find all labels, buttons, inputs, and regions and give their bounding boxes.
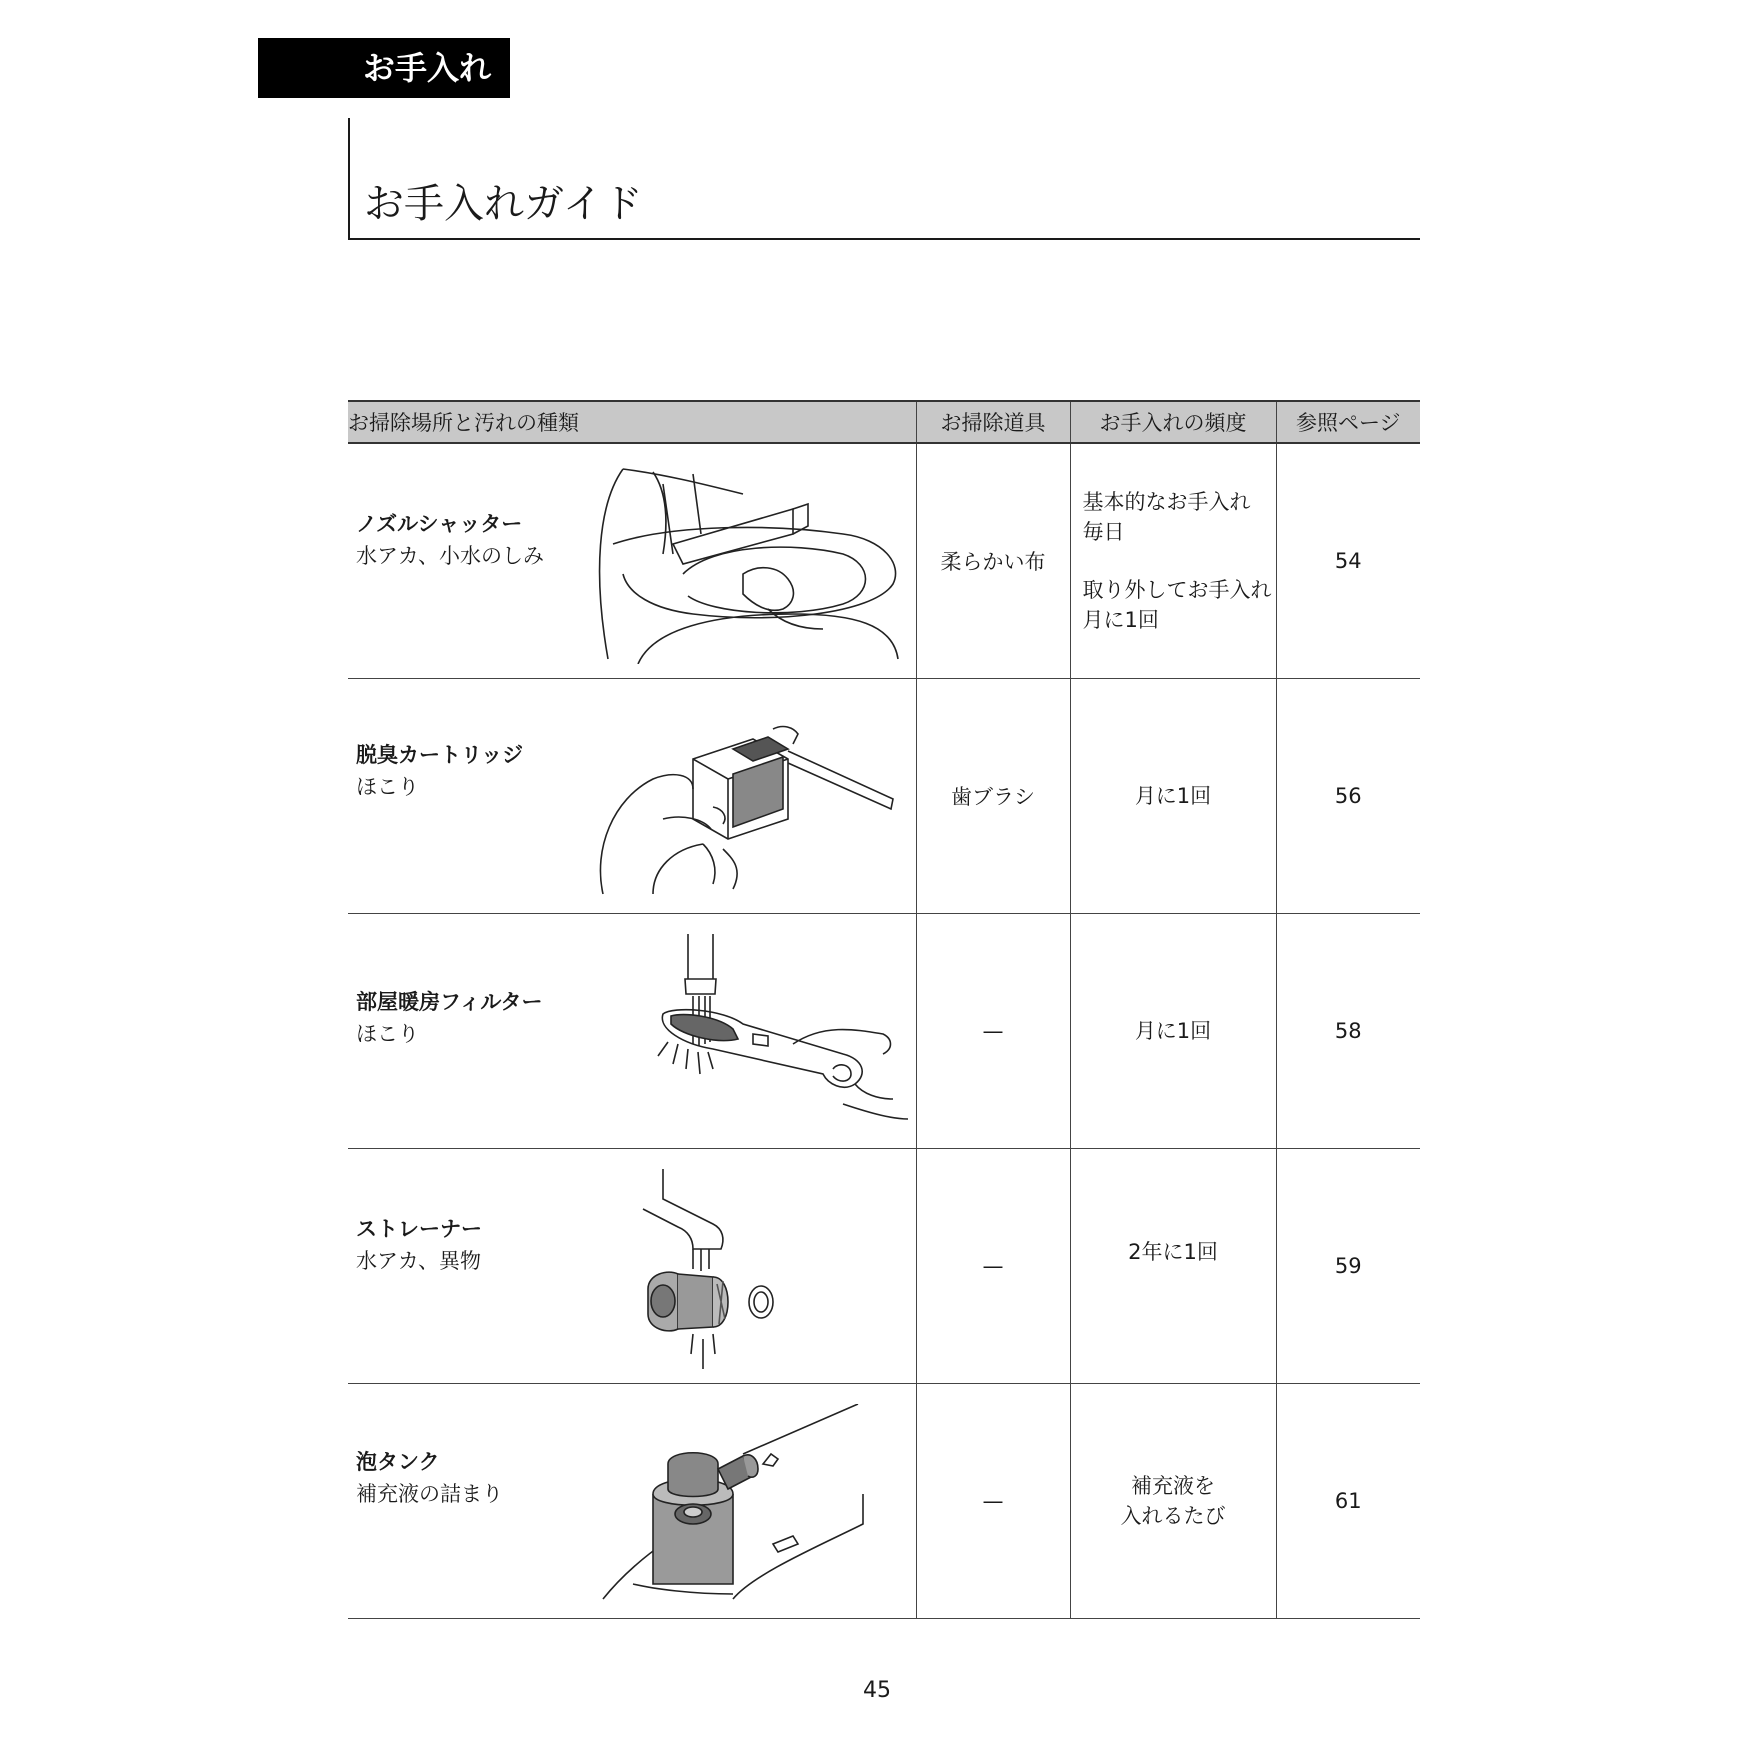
header-frequency: お手入れの頻度 — [1070, 401, 1276, 443]
frequency-line: 入れるたび — [1120, 1504, 1226, 1528]
frequency-cell — [1070, 1149, 1276, 1384]
place-name: 部屋暖房フィルター — [356, 990, 543, 1014]
dirt-type: ほこり — [356, 1022, 419, 1046]
table-row — [348, 914, 1420, 1149]
dirt-type: 水アカ、異物 — [356, 1249, 481, 1273]
tool-cell: — — [916, 914, 1070, 1149]
dirt-type: 水アカ、小水のしみ — [356, 544, 544, 568]
place-cell — [348, 914, 916, 1149]
frequency-gap — [1083, 547, 1276, 575]
place-name: 脱臭カートリッジ — [356, 743, 524, 767]
frequency-cell — [1070, 1384, 1276, 1619]
table-row — [348, 1149, 1420, 1384]
section-label: お手入れ — [258, 38, 510, 98]
header-tool: お掃除道具 — [916, 401, 1070, 443]
ref-page-cell: 59 — [1276, 1149, 1420, 1384]
frequency-cell — [1070, 914, 1276, 1149]
frequency-line: 毎日 — [1082, 520, 1125, 544]
place-cell — [348, 1384, 916, 1619]
strainer-rinse-icon — [593, 1169, 913, 1369]
table-row — [348, 443, 1420, 679]
title-rule-horizontal — [348, 238, 1420, 240]
foam-tank-icon — [593, 1404, 913, 1604]
ref-page-cell: 56 — [1276, 679, 1420, 914]
toilet-nozzle-wipe-icon — [593, 464, 913, 664]
header-place: お掃除場所と汚れの種類 — [348, 401, 916, 443]
ref-page-cell: 58 — [1276, 914, 1420, 1149]
ref-page-cell: 54 — [1276, 443, 1420, 679]
care-guide-table — [348, 400, 1420, 1619]
dirt-type: ほこり — [356, 775, 419, 799]
dirt-type: 補充液の詰まり — [356, 1482, 503, 1506]
tool-cell: — — [916, 1149, 1070, 1384]
frequency-line: 取り外してお手入れ — [1082, 578, 1272, 602]
ref-page-cell: 61 — [1276, 1384, 1420, 1619]
frequency-line: 2年に1回 — [1128, 1240, 1218, 1264]
frequency-line: 月に1回 — [1134, 784, 1212, 808]
frequency-line: 補充液を — [1131, 1474, 1215, 1498]
tool-cell: — — [916, 1384, 1070, 1619]
place-cell — [348, 443, 916, 679]
frequency-cell — [1070, 443, 1276, 679]
page-title: お手入れガイド — [364, 181, 643, 227]
place-cell — [348, 1149, 916, 1384]
title-rule-vertical — [348, 118, 350, 240]
frequency-line: 基本的なお手入れ — [1082, 490, 1251, 514]
frequency-cell — [1070, 679, 1276, 914]
place-name: ストレーナー — [356, 1217, 482, 1241]
frequency-line: 月に1回 — [1134, 1019, 1212, 1043]
place-cell — [348, 679, 916, 914]
table-header-row — [348, 401, 1420, 443]
deodorizer-cartridge-brush-icon — [593, 699, 913, 899]
table-row — [348, 1384, 1420, 1619]
page-number: 45 — [863, 1678, 891, 1703]
heater-filter-rinse-icon — [593, 934, 913, 1134]
tool-cell: 歯ブラシ — [916, 679, 1070, 914]
header-ref-page: 参照ページ — [1276, 401, 1420, 443]
place-name: ノズルシャッター — [356, 512, 523, 536]
table-row — [348, 679, 1420, 914]
place-name: 泡タンク — [356, 1450, 440, 1474]
frequency-line: 月に1回 — [1082, 608, 1159, 632]
tool-cell: 柔らかい布 — [916, 443, 1070, 679]
